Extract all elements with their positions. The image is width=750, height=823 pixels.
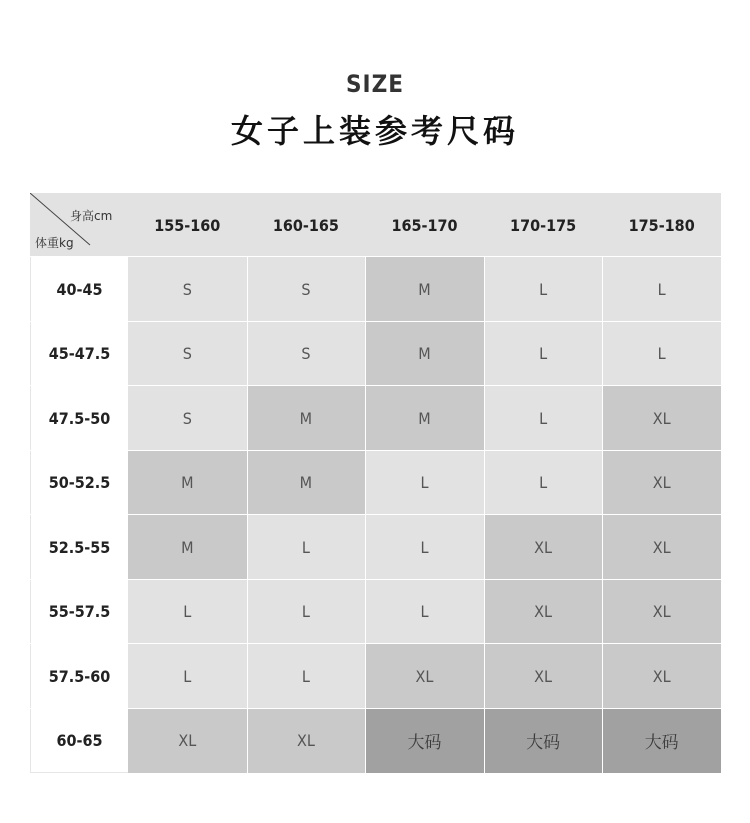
- row-header-divider: [30, 772, 128, 773]
- size-cell: XL: [484, 644, 603, 709]
- row-divider: [30, 514, 721, 515]
- size-cell: 大码: [484, 709, 603, 774]
- row-divider: [30, 256, 721, 257]
- row-header-weight: 55-57.5: [30, 580, 128, 645]
- column-divider: [602, 257, 603, 773]
- size-cell: M: [128, 451, 247, 516]
- table-corner-header: [30, 193, 128, 257]
- size-cell: L: [128, 644, 247, 709]
- size-cell: L: [484, 451, 603, 516]
- row-divider: [30, 321, 721, 322]
- row-divider: [30, 385, 721, 386]
- size-cell: L: [247, 515, 366, 580]
- page-title: 女子上装参考尺码: [230, 112, 519, 150]
- size-cell: L: [247, 644, 366, 709]
- size-cell: L: [602, 322, 721, 387]
- size-cell: S: [128, 386, 247, 451]
- column-divider: [247, 257, 248, 773]
- column-header-height: 170-175: [484, 193, 603, 257]
- row-header-weight: 45-47.5: [30, 322, 128, 387]
- size-cell: L: [365, 580, 484, 645]
- size-cell: M: [128, 515, 247, 580]
- column-divider: [484, 257, 485, 773]
- size-cell: M: [365, 257, 484, 322]
- size-cell: 大码: [365, 709, 484, 774]
- row-header-weight: 47.5-50: [30, 386, 128, 451]
- size-cell: XL: [365, 644, 484, 709]
- column-header-height: 155-160: [128, 193, 247, 257]
- column-divider: [365, 257, 366, 773]
- size-cell: XL: [602, 386, 721, 451]
- size-cell: L: [247, 580, 366, 645]
- weight-axis-label: 体重kg: [35, 236, 74, 250]
- row-divider: [30, 708, 721, 709]
- size-cell: XL: [602, 515, 721, 580]
- size-cell: L: [365, 451, 484, 516]
- size-chart-table: [30, 193, 721, 773]
- size-cell: L: [484, 386, 603, 451]
- row-header-weight: 50-52.5: [30, 451, 128, 516]
- size-cell: S: [247, 322, 366, 387]
- row-header-weight: 40-45: [30, 257, 128, 322]
- size-cell: L: [484, 257, 603, 322]
- row-divider: [30, 579, 721, 580]
- size-cell: 大码: [602, 709, 721, 774]
- size-cell: XL: [484, 515, 603, 580]
- column-header-height: 165-170: [365, 193, 484, 257]
- row-divider: [30, 450, 721, 451]
- size-cell: M: [247, 386, 366, 451]
- size-cell: S: [128, 322, 247, 387]
- size-eyebrow: SIZE: [346, 70, 404, 98]
- size-cell: S: [247, 257, 366, 322]
- size-cell: XL: [128, 709, 247, 774]
- size-cell: S: [128, 257, 247, 322]
- size-cell: M: [247, 451, 366, 516]
- size-cell: M: [365, 322, 484, 387]
- row-header-weight: 57.5-60: [30, 644, 128, 709]
- size-cell: XL: [602, 451, 721, 516]
- column-header-height: 175-180: [602, 193, 721, 257]
- size-cell: L: [128, 580, 247, 645]
- column-header-height: 160-165: [247, 193, 366, 257]
- row-header-weight: 52.5-55: [30, 515, 128, 580]
- size-cell: L: [484, 322, 603, 387]
- size-cell: M: [365, 386, 484, 451]
- size-cell: L: [365, 515, 484, 580]
- size-cell: XL: [602, 644, 721, 709]
- size-cell: L: [602, 257, 721, 322]
- size-cell: XL: [602, 580, 721, 645]
- row-header-weight: 60-65: [30, 709, 128, 774]
- size-cell: XL: [484, 580, 603, 645]
- size-cell: XL: [247, 709, 366, 774]
- row-divider: [30, 643, 721, 644]
- height-axis-label: 身高cm: [70, 209, 113, 223]
